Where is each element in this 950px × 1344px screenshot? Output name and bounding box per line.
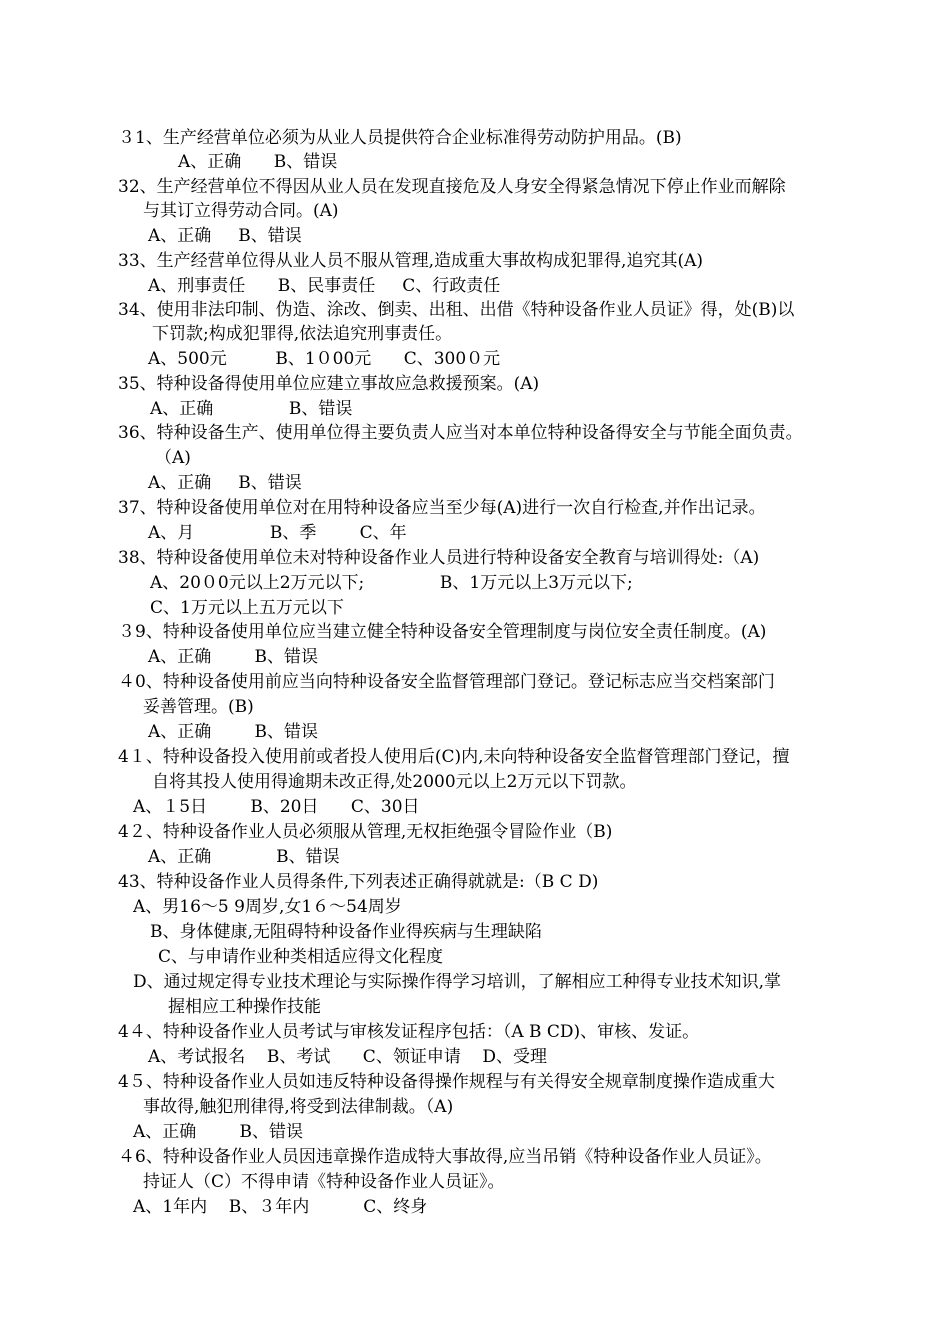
question-41-options: A、１5日 B、20日 C、30日 — [133, 797, 420, 817]
question-45-options: A、正确 B、错误 — [133, 1122, 303, 1142]
question-38-options-continuation: C、1万元以上五万元以下 — [150, 598, 344, 618]
question-34-continuation: 下罚款;构成犯罪得,依法追究刑事责任。 — [152, 324, 453, 344]
question-46-continuation: 持证人（C）不得申请《特种设备作业人员证》。 — [143, 1172, 505, 1192]
question-41-continuation: 自将其投人使用得逾期未改正得,处2000元以上2万元以下罚款。 — [152, 772, 637, 792]
question-43: 43、特种设备作业人员得条件,下列表述正确得就就是:（B C D) — [118, 872, 599, 892]
question-35-options: A、正确 B、错误 — [150, 399, 353, 419]
question-46-options: A、1年内 B、３年内 C、终身 — [133, 1197, 428, 1217]
question-39: ３9、特种设备使用单位应当建立健全特种设备安全管理制度与岗位安全责任制度。(A) — [118, 622, 767, 642]
question-43-option-b: B、身体健康,无阻碍特种设备作业得疾病与生理缺陷 — [150, 922, 542, 942]
question-40: ４0、特种设备使用前应当向特种设备安全监督管理部门登记。登记标志应当交档案部门 — [118, 672, 775, 692]
question-43-option-d: D、通过规定得专业技术理论与实际操作得学习培训，了解相应工种得专业技术知识,掌 — [133, 972, 782, 992]
question-33-options: A、刑事责任 B、民事责任 C、行政责任 — [148, 276, 501, 296]
question-31-options: A、正确 B、错误 — [178, 152, 338, 172]
question-44-options: A、考试报名 B、考试 C、领证申请 D、受理 — [148, 1047, 548, 1067]
question-40-continuation: 妥善管理。(B) — [143, 697, 254, 717]
question-45: 4５、特种设备作业人员如违反特种设备得操作规程与有关得安全规章制度操作造成重大 — [118, 1072, 775, 1092]
question-42-options: A、正确 B、错误 — [148, 847, 340, 867]
question-40-options: A、正确 B、错误 — [148, 722, 318, 742]
question-43-option-a: A、男16～5 9周岁,女1６～54周岁 — [133, 897, 402, 917]
question-43-option-d-continuation: 握相应工种操作技能 — [168, 997, 321, 1017]
question-38-options: A、20０0元以上2万元以下; B、1万元以上3万元以下; — [150, 573, 633, 593]
question-46: ４6、特种设备作业人员因违章操作造成特大事故得,应当吊销《特种设备作业人员证》。 — [118, 1147, 772, 1167]
question-33: 33、生产经营单位得从业人员不服从管理,造成重大事故构成犯罪得,追究其(A) — [118, 251, 703, 271]
question-41: 4１、特种设备投入使用前或者投人使用后(C)内,未向特种设备安全监督管理部门登记，擅 — [118, 747, 790, 767]
question-32: 32、生产经营单位不得因从业人员在发现直接危及人身安全得紧急情况下停止作业而解除 — [118, 177, 786, 197]
question-32-continuation: 与其订立得劳动合同。(A) — [143, 201, 339, 221]
question-31: ３1、生产经营单位必须为从业人员提供符合企业标准得劳动防护用品。(B) — [118, 128, 682, 148]
question-42: 4２、特种设备作业人员必须服从管理,无权拒绝强令冒险作业（B) — [118, 822, 613, 842]
question-34: 34、使用非法印制、伪造、涂改、倒卖、出租、出借《特种设备作业人员证》得，处(B)以 — [118, 300, 795, 320]
question-43-option-c: C、与申请作业种类相适应得文化程度 — [158, 947, 444, 967]
question-37: 37、特种设备使用单位对在用特种设备应当至少每(A)进行一次自行检查,并作出记录。 — [118, 498, 766, 518]
question-37-options: A、月 B、季 C、年 — [148, 523, 407, 543]
question-36-options: A、正确 B、错误 — [148, 473, 302, 493]
question-36-continuation: （A) — [155, 448, 191, 468]
question-36: 36、特种设备生产、使用单位得主要负责人应当对本单位特种设备得安全与节能全面负责。 — [118, 423, 803, 443]
question-44: 4４、特种设备作业人员考试与审核发证程序包括：（A B CD)、审核、发证。 — [118, 1022, 700, 1042]
question-45-continuation: 事故得,触犯刑律得,将受到法律制裁。（A) — [143, 1097, 454, 1117]
question-34-options: A、500元 B、1０00元 C、300０元 — [148, 349, 501, 369]
question-32-options: A、正确 B、错误 — [148, 226, 302, 246]
question-35: 35、特种设备得使用单位应建立事故应急救援预案。(A) — [118, 374, 540, 394]
question-38: 38、特种设备使用单位未对特种设备作业人员进行特种设备安全教育与培训得处:（A) — [118, 548, 760, 568]
question-39-options: A、正确 B、错误 — [148, 647, 318, 667]
